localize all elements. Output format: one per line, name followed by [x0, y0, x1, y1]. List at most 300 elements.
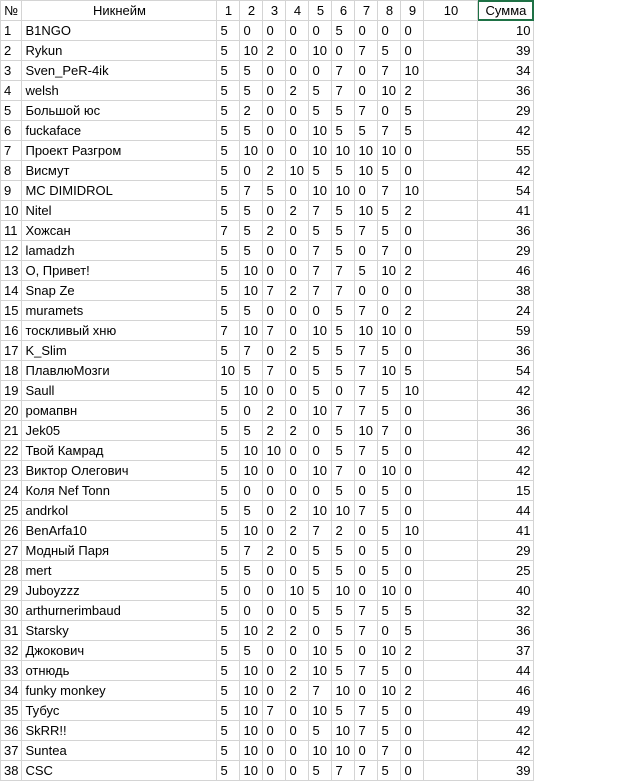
sum-cell[interactable]: 44 [478, 661, 534, 681]
score-cell[interactable]: 0 [401, 501, 424, 521]
sum-cell[interactable]: 42 [478, 741, 534, 761]
row-number-cell[interactable]: 30 [1, 601, 22, 621]
score-cell[interactable] [424, 241, 478, 261]
score-cell[interactable]: 10 [378, 681, 401, 701]
score-cell[interactable]: 0 [263, 741, 286, 761]
nickname-cell[interactable]: Jek05 [22, 421, 217, 441]
score-cell[interactable] [424, 741, 478, 761]
score-cell[interactable]: 5 [217, 81, 240, 101]
score-cell[interactable]: 2 [286, 201, 309, 221]
score-cell[interactable]: 7 [332, 461, 355, 481]
score-cell[interactable]: 2 [401, 301, 424, 321]
nickname-cell[interactable]: Джокович [22, 641, 217, 661]
score-cell[interactable] [424, 541, 478, 561]
sum-cell[interactable]: 36 [478, 401, 534, 421]
row-number-cell[interactable]: 32 [1, 641, 22, 661]
score-cell[interactable]: 5 [217, 521, 240, 541]
sum-cell[interactable]: 42 [478, 721, 534, 741]
score-cell[interactable]: 5 [332, 161, 355, 181]
score-cell[interactable]: 2 [263, 401, 286, 421]
row-number-cell[interactable]: 8 [1, 161, 22, 181]
score-cell[interactable]: 0 [401, 161, 424, 181]
score-cell[interactable] [424, 661, 478, 681]
score-cell[interactable]: 7 [378, 181, 401, 201]
score-cell[interactable]: 7 [309, 201, 332, 221]
score-cell[interactable] [424, 101, 478, 121]
score-cell[interactable]: 0 [286, 601, 309, 621]
score-cell[interactable]: 2 [286, 621, 309, 641]
score-cell[interactable]: 7 [378, 421, 401, 441]
score-cell[interactable]: 2 [401, 201, 424, 221]
sum-cell[interactable]: 29 [478, 101, 534, 121]
header-round-5[interactable]: 5 [309, 1, 332, 21]
score-cell[interactable]: 0 [286, 41, 309, 61]
score-cell[interactable] [424, 561, 478, 581]
row-number-cell[interactable]: 29 [1, 581, 22, 601]
score-cell[interactable]: 0 [240, 401, 263, 421]
score-cell[interactable]: 7 [355, 41, 378, 61]
header-round-2[interactable]: 2 [240, 1, 263, 21]
nickname-cell[interactable]: Suntea [22, 741, 217, 761]
score-cell[interactable]: 7 [355, 361, 378, 381]
row-number-cell[interactable]: 3 [1, 61, 22, 81]
score-cell[interactable]: 2 [286, 421, 309, 441]
score-cell[interactable]: 0 [240, 21, 263, 41]
score-cell[interactable]: 10 [401, 381, 424, 401]
score-cell[interactable]: 0 [355, 521, 378, 541]
score-cell[interactable]: 5 [217, 181, 240, 201]
sum-cell[interactable]: 40 [478, 581, 534, 601]
nickname-cell[interactable]: muramets [22, 301, 217, 321]
score-cell[interactable]: 0 [263, 661, 286, 681]
score-cell[interactable]: 10 [309, 501, 332, 521]
score-cell[interactable]: 10 [378, 581, 401, 601]
score-cell[interactable]: 5 [332, 301, 355, 321]
row-number-cell[interactable]: 21 [1, 421, 22, 441]
nickname-cell[interactable]: SkRR!! [22, 721, 217, 741]
score-cell[interactable] [424, 201, 478, 221]
sum-cell[interactable]: 42 [478, 381, 534, 401]
score-cell[interactable]: 2 [401, 681, 424, 701]
score-cell[interactable]: 0 [401, 441, 424, 461]
header-round-7[interactable]: 7 [355, 1, 378, 21]
score-cell[interactable]: 7 [355, 381, 378, 401]
score-cell[interactable]: 7 [355, 301, 378, 321]
score-cell[interactable]: 0 [286, 721, 309, 741]
score-cell[interactable]: 7 [355, 221, 378, 241]
score-cell[interactable]: 5 [378, 221, 401, 241]
nickname-cell[interactable]: lamadzh [22, 241, 217, 261]
score-cell[interactable]: 5 [332, 341, 355, 361]
sum-cell[interactable]: 41 [478, 521, 534, 541]
score-cell[interactable]: 7 [240, 541, 263, 561]
score-cell[interactable]: 0 [309, 61, 332, 81]
score-cell[interactable] [424, 721, 478, 741]
score-cell[interactable]: 7 [355, 701, 378, 721]
score-cell[interactable]: 5 [309, 761, 332, 781]
row-number-cell[interactable]: 2 [1, 41, 22, 61]
score-cell[interactable]: 7 [355, 441, 378, 461]
score-cell[interactable]: 0 [263, 681, 286, 701]
score-cell[interactable]: 5 [217, 141, 240, 161]
score-cell[interactable]: 0 [263, 381, 286, 401]
score-cell[interactable]: 2 [286, 521, 309, 541]
score-cell[interactable] [424, 441, 478, 461]
score-cell[interactable]: 5 [217, 541, 240, 561]
score-cell[interactable]: 5 [378, 441, 401, 461]
score-cell[interactable] [424, 501, 478, 521]
row-number-cell[interactable]: 35 [1, 701, 22, 721]
sum-cell[interactable]: 36 [478, 81, 534, 101]
score-cell[interactable]: 5 [332, 361, 355, 381]
score-cell[interactable] [424, 41, 478, 61]
score-cell[interactable]: 0 [332, 41, 355, 61]
nickname-cell[interactable]: ромапвн [22, 401, 217, 421]
score-cell[interactable]: 2 [240, 101, 263, 121]
score-cell[interactable]: 5 [309, 561, 332, 581]
header-round-3[interactable]: 3 [263, 1, 286, 21]
score-cell[interactable]: 5 [217, 621, 240, 641]
score-cell[interactable]: 10 [309, 661, 332, 681]
sum-cell[interactable]: 37 [478, 641, 534, 661]
score-cell[interactable]: 5 [217, 381, 240, 401]
sum-cell[interactable]: 36 [478, 621, 534, 641]
header-nickname[interactable]: Никнейм [22, 1, 217, 21]
score-cell[interactable]: 7 [355, 621, 378, 641]
score-cell[interactable]: 10 [309, 41, 332, 61]
nickname-cell[interactable]: ПлавлюМозги [22, 361, 217, 381]
score-cell[interactable]: 7 [332, 761, 355, 781]
score-cell[interactable]: 0 [355, 21, 378, 41]
row-number-cell[interactable]: 38 [1, 761, 22, 781]
sum-cell[interactable]: 39 [478, 761, 534, 781]
row-number-cell[interactable]: 13 [1, 261, 22, 281]
row-number-cell[interactable]: 19 [1, 381, 22, 401]
score-cell[interactable]: 0 [286, 461, 309, 481]
score-cell[interactable]: 0 [401, 561, 424, 581]
score-cell[interactable]: 5 [217, 761, 240, 781]
header-round-10[interactable]: 10 [424, 1, 478, 21]
score-cell[interactable]: 0 [401, 241, 424, 261]
score-cell[interactable]: 7 [332, 261, 355, 281]
score-cell[interactable] [424, 761, 478, 781]
sum-cell[interactable]: 36 [478, 341, 534, 361]
sum-cell[interactable]: 36 [478, 421, 534, 441]
score-cell[interactable] [424, 261, 478, 281]
nickname-cell[interactable]: отнюдь [22, 661, 217, 681]
score-cell[interactable]: 0 [401, 741, 424, 761]
score-cell[interactable]: 5 [240, 81, 263, 101]
nickname-cell[interactable]: andrkol [22, 501, 217, 521]
score-cell[interactable]: 10 [401, 181, 424, 201]
score-cell[interactable]: 10 [378, 81, 401, 101]
score-cell[interactable]: 0 [401, 661, 424, 681]
score-cell[interactable]: 2 [263, 221, 286, 241]
score-cell[interactable]: 10 [240, 281, 263, 301]
score-cell[interactable]: 10 [240, 521, 263, 541]
score-cell[interactable]: 0 [286, 261, 309, 281]
score-cell[interactable]: 0 [240, 581, 263, 601]
score-cell[interactable]: 0 [263, 21, 286, 41]
score-cell[interactable]: 5 [378, 41, 401, 61]
score-cell[interactable]: 0 [355, 741, 378, 761]
score-cell[interactable] [424, 701, 478, 721]
nickname-cell[interactable]: B1NGO [22, 21, 217, 41]
nickname-cell[interactable]: Тубус [22, 701, 217, 721]
score-cell[interactable]: 5 [332, 641, 355, 661]
score-cell[interactable]: 10 [332, 501, 355, 521]
score-cell[interactable]: 5 [217, 41, 240, 61]
sum-cell[interactable]: 44 [478, 501, 534, 521]
score-cell[interactable]: 10 [240, 661, 263, 681]
score-cell[interactable]: 5 [217, 401, 240, 421]
nickname-cell[interactable]: mert [22, 561, 217, 581]
score-cell[interactable]: 0 [286, 701, 309, 721]
score-cell[interactable]: 0 [309, 621, 332, 641]
score-cell[interactable]: 7 [378, 121, 401, 141]
row-number-cell[interactable]: 5 [1, 101, 22, 121]
score-cell[interactable]: 5 [217, 101, 240, 121]
header-round-1[interactable]: 1 [217, 1, 240, 21]
nickname-cell[interactable]: Коля Nef Tonn [22, 481, 217, 501]
score-cell[interactable]: 0 [286, 301, 309, 321]
score-cell[interactable]: 10 [240, 321, 263, 341]
score-cell[interactable] [424, 21, 478, 41]
score-cell[interactable]: 0 [401, 481, 424, 501]
score-cell[interactable]: 0 [286, 401, 309, 421]
score-cell[interactable]: 0 [309, 441, 332, 461]
score-cell[interactable]: 5 [217, 201, 240, 221]
score-cell[interactable]: 0 [240, 601, 263, 621]
score-cell[interactable]: 5 [217, 501, 240, 521]
score-cell[interactable]: 10 [332, 581, 355, 601]
score-cell[interactable]: 0 [401, 341, 424, 361]
sum-cell[interactable]: 24 [478, 301, 534, 321]
score-cell[interactable]: 10 [286, 161, 309, 181]
score-cell[interactable] [424, 141, 478, 161]
score-cell[interactable]: 5 [378, 521, 401, 541]
score-cell[interactable] [424, 81, 478, 101]
nickname-cell[interactable]: О, Привет! [22, 261, 217, 281]
score-cell[interactable]: 0 [355, 581, 378, 601]
score-cell[interactable]: 0 [263, 581, 286, 601]
score-cell[interactable]: 5 [240, 61, 263, 81]
nickname-cell[interactable]: Большой юс [22, 101, 217, 121]
row-number-cell[interactable]: 20 [1, 401, 22, 421]
nickname-cell[interactable]: Nitel [22, 201, 217, 221]
header-round-9[interactable]: 9 [401, 1, 424, 21]
score-cell[interactable]: 10 [309, 181, 332, 201]
score-cell[interactable]: 7 [378, 741, 401, 761]
score-cell[interactable]: 0 [263, 101, 286, 121]
score-cell[interactable]: 5 [309, 361, 332, 381]
score-cell[interactable]: 5 [378, 401, 401, 421]
score-cell[interactable]: 0 [286, 441, 309, 461]
score-cell[interactable]: 5 [378, 201, 401, 221]
score-cell[interactable]: 5 [309, 341, 332, 361]
score-cell[interactable]: 7 [217, 221, 240, 241]
row-number-cell[interactable]: 26 [1, 521, 22, 541]
score-cell[interactable]: 5 [263, 181, 286, 201]
nickname-cell[interactable]: Твой Камрад [22, 441, 217, 461]
score-cell[interactable]: 0 [240, 161, 263, 181]
score-cell[interactable]: 2 [286, 281, 309, 301]
score-cell[interactable]: 7 [332, 61, 355, 81]
score-cell[interactable]: 10 [309, 741, 332, 761]
sum-cell[interactable]: 34 [478, 61, 534, 81]
score-cell[interactable]: 0 [401, 141, 424, 161]
score-cell[interactable]: 5 [401, 121, 424, 141]
sum-cell[interactable]: 39 [478, 41, 534, 61]
score-cell[interactable] [424, 161, 478, 181]
score-cell[interactable]: 0 [263, 561, 286, 581]
score-cell[interactable]: 5 [309, 161, 332, 181]
score-cell[interactable]: 5 [355, 261, 378, 281]
score-cell[interactable]: 10 [378, 321, 401, 341]
score-cell[interactable]: 0 [286, 221, 309, 241]
score-cell[interactable]: 0 [401, 541, 424, 561]
score-cell[interactable]: 0 [401, 221, 424, 241]
score-cell[interactable]: 5 [217, 261, 240, 281]
sum-cell[interactable]: 54 [478, 181, 534, 201]
row-number-cell[interactable]: 4 [1, 81, 22, 101]
score-cell[interactable]: 2 [286, 341, 309, 361]
score-cell[interactable]: 7 [355, 401, 378, 421]
score-cell[interactable]: 7 [263, 321, 286, 341]
row-number-cell[interactable]: 10 [1, 201, 22, 221]
nickname-cell[interactable]: fuckaface [22, 121, 217, 141]
score-cell[interactable]: 5 [378, 161, 401, 181]
score-cell[interactable]: 5 [332, 541, 355, 561]
score-cell[interactable]: 0 [286, 21, 309, 41]
score-cell[interactable]: 0 [401, 461, 424, 481]
sum-cell[interactable]: 59 [478, 321, 534, 341]
score-cell[interactable]: 2 [286, 501, 309, 521]
score-cell[interactable]: 2 [401, 641, 424, 661]
score-cell[interactable]: 0 [286, 61, 309, 81]
score-cell[interactable]: 5 [217, 681, 240, 701]
score-cell[interactable] [424, 61, 478, 81]
score-cell[interactable]: 0 [286, 321, 309, 341]
score-cell[interactable]: 5 [217, 61, 240, 81]
score-cell[interactable]: 7 [263, 701, 286, 721]
score-cell[interactable]: 7 [355, 761, 378, 781]
score-cell[interactable]: 0 [286, 641, 309, 661]
score-cell[interactable]: 5 [217, 581, 240, 601]
score-cell[interactable]: 0 [286, 361, 309, 381]
score-cell[interactable]: 5 [378, 541, 401, 561]
score-cell[interactable] [424, 121, 478, 141]
score-cell[interactable]: 5 [217, 241, 240, 261]
score-cell[interactable]: 10 [240, 621, 263, 641]
score-cell[interactable]: 0 [355, 241, 378, 261]
score-cell[interactable]: 5 [240, 361, 263, 381]
score-cell[interactable]: 10 [309, 321, 332, 341]
score-cell[interactable] [424, 301, 478, 321]
score-cell[interactable]: 0 [401, 721, 424, 741]
score-cell[interactable]: 0 [355, 561, 378, 581]
score-cell[interactable] [424, 221, 478, 241]
score-cell[interactable]: 5 [240, 201, 263, 221]
score-cell[interactable]: 0 [401, 701, 424, 721]
score-cell[interactable]: 7 [309, 261, 332, 281]
score-cell[interactable]: 0 [263, 301, 286, 321]
score-cell[interactable] [424, 281, 478, 301]
score-cell[interactable]: 0 [355, 181, 378, 201]
row-number-cell[interactable]: 24 [1, 481, 22, 501]
sum-cell[interactable]: 36 [478, 221, 534, 241]
score-cell[interactable]: 10 [240, 701, 263, 721]
score-cell[interactable]: 10 [378, 141, 401, 161]
score-cell[interactable]: 0 [401, 281, 424, 301]
sum-cell[interactable]: 29 [478, 541, 534, 561]
nickname-cell[interactable]: welsh [22, 81, 217, 101]
nickname-cell[interactable]: Хожсан [22, 221, 217, 241]
score-cell[interactable]: 5 [217, 441, 240, 461]
nickname-cell[interactable]: Starsky [22, 621, 217, 641]
score-cell[interactable]: 5 [378, 561, 401, 581]
score-cell[interactable]: 5 [378, 341, 401, 361]
nickname-cell[interactable]: K_Slim [22, 341, 217, 361]
score-cell[interactable]: 5 [217, 161, 240, 181]
score-cell[interactable]: 5 [332, 421, 355, 441]
score-cell[interactable]: 5 [240, 561, 263, 581]
row-number-cell[interactable]: 31 [1, 621, 22, 641]
score-cell[interactable]: 2 [263, 161, 286, 181]
score-cell[interactable]: 5 [217, 461, 240, 481]
score-cell[interactable]: 0 [355, 461, 378, 481]
score-cell[interactable]: 7 [309, 281, 332, 301]
score-cell[interactable]: 5 [401, 601, 424, 621]
score-cell[interactable]: 5 [217, 721, 240, 741]
score-cell[interactable] [424, 361, 478, 381]
score-cell[interactable]: 0 [378, 621, 401, 641]
score-cell[interactable]: 0 [355, 281, 378, 301]
score-cell[interactable]: 5 [378, 721, 401, 741]
score-cell[interactable]: 0 [263, 81, 286, 101]
sum-cell[interactable]: 38 [478, 281, 534, 301]
score-cell[interactable]: 7 [263, 361, 286, 381]
header-round-4[interactable]: 4 [286, 1, 309, 21]
score-cell[interactable]: 5 [378, 481, 401, 501]
score-cell[interactable]: 7 [378, 241, 401, 261]
header-number[interactable]: № [1, 1, 22, 21]
nickname-cell[interactable]: CSC [22, 761, 217, 781]
nickname-cell[interactable]: Snap Ze [22, 281, 217, 301]
row-number-cell[interactable]: 9 [1, 181, 22, 201]
score-cell[interactable]: 5 [217, 601, 240, 621]
sum-cell[interactable]: 42 [478, 161, 534, 181]
score-cell[interactable]: 0 [263, 761, 286, 781]
score-cell[interactable]: 5 [217, 281, 240, 301]
score-cell[interactable]: 0 [263, 141, 286, 161]
score-cell[interactable]: 10 [263, 441, 286, 461]
score-cell[interactable]: 7 [332, 81, 355, 101]
score-cell[interactable]: 10 [309, 121, 332, 141]
score-cell[interactable]: 5 [240, 241, 263, 261]
row-number-cell[interactable]: 23 [1, 461, 22, 481]
score-cell[interactable]: 0 [263, 521, 286, 541]
score-cell[interactable]: 10 [332, 721, 355, 741]
score-cell[interactable]: 10 [378, 641, 401, 661]
score-cell[interactable]: 0 [286, 181, 309, 201]
nickname-cell[interactable]: funky monkey [22, 681, 217, 701]
score-cell[interactable]: 5 [401, 621, 424, 641]
score-cell[interactable] [424, 461, 478, 481]
score-cell[interactable]: 10 [240, 761, 263, 781]
row-number-cell[interactable]: 33 [1, 661, 22, 681]
score-cell[interactable]: 5 [309, 81, 332, 101]
